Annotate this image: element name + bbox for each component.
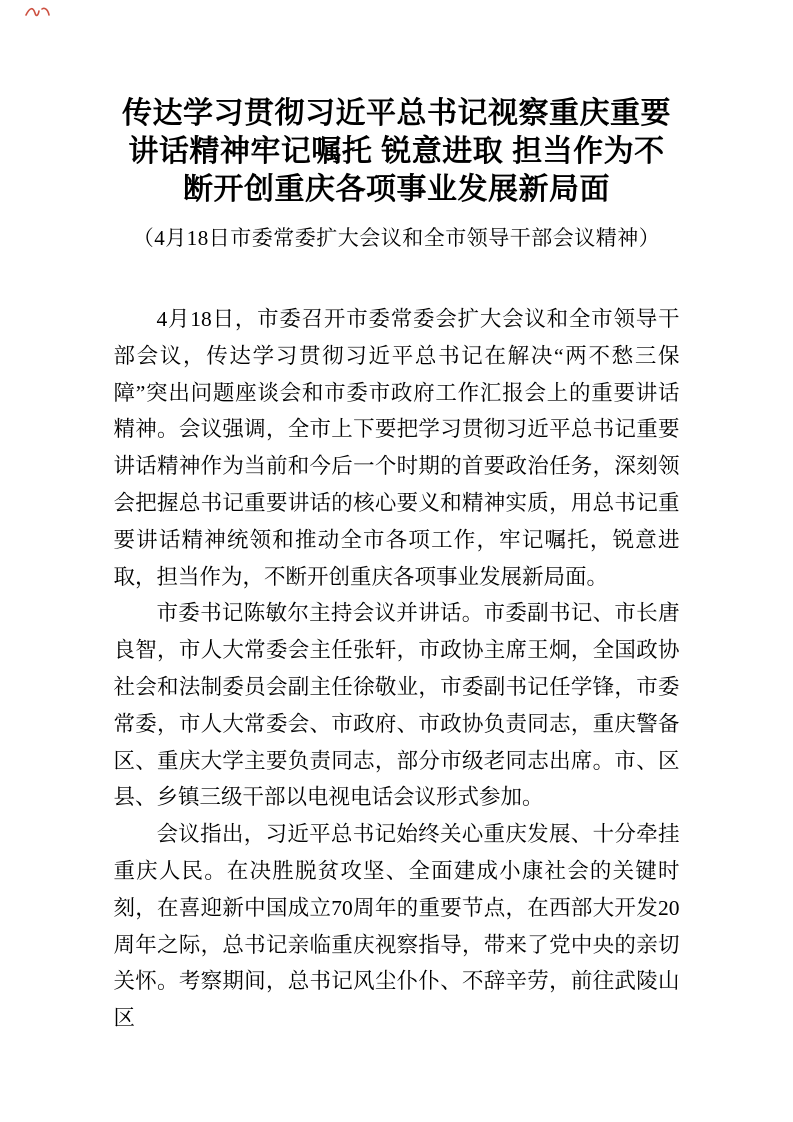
paragraph-2: 市委书记陈敏尔主持会议并讲话。市委副书记、市长唐良智，市人大常委会主任张轩，市政协主席王炯，全国政协社会和法制委员会副主任徐敬业，市委副书记任学锋，市委常委，市人大常委会、市政府、市政协负责同志，重庆警备区、重庆大学主要负责同志，部分市级老同志出席。市、区县、乡镇三级干部以电视电话会议形式参加。 bbox=[113, 601, 680, 810]
paragraph-3: 会议指出，习近平总书记始终关心重庆发展、十分牵挂重庆人民。在决胜脱贫攻坚、全面建成小康社会的关键时刻，在喜迎新中国成立70周年的重要节点，在西部大开发20周年之际，总书记亲临重庆视察指导，带来了党中央的亲切关怀。考察期间，总书记风尘仆仆、不辞辛劳，前往武陵山区 bbox=[113, 822, 680, 1031]
document-subtitle: （4月18日市委常委扩大会议和全市领导干部会议精神） bbox=[132, 226, 661, 250]
title-line-3: 断开创重庆各项事业发展新局面 bbox=[183, 173, 610, 206]
paragraph-1: 4月18日，市委召开市委常委会扩大会议和全市领导干部会议，传达学习贯彻习近平总书记在解决“两不愁三保障”突出问题座谈会和市委市政府工作汇报会上的重要讲话精神。会议强调，全市上下要把学习贯彻习近平总书记重要讲话精神作为当前和今后一个时期的首要政治任务，深刻领会把握总书记重要讲话的核心要义和精神实质，用总书记重要讲话精神统领和推动全市各项工作，牢记嘱托，锐意进取，担当作为，不断开创重庆各项事业发展新局面。 bbox=[113, 307, 680, 589]
document-title bbox=[0, 0, 793, 209]
document-body bbox=[114, 301, 680, 1037]
red-scribble-icon bbox=[24, 4, 52, 20]
title-line-2: 讲话精神牢记嘱托 锐意进取 担当作为不 bbox=[128, 135, 665, 168]
title-line-1: 传达学习贯彻习近平总书记视察重庆重要 bbox=[122, 97, 671, 130]
